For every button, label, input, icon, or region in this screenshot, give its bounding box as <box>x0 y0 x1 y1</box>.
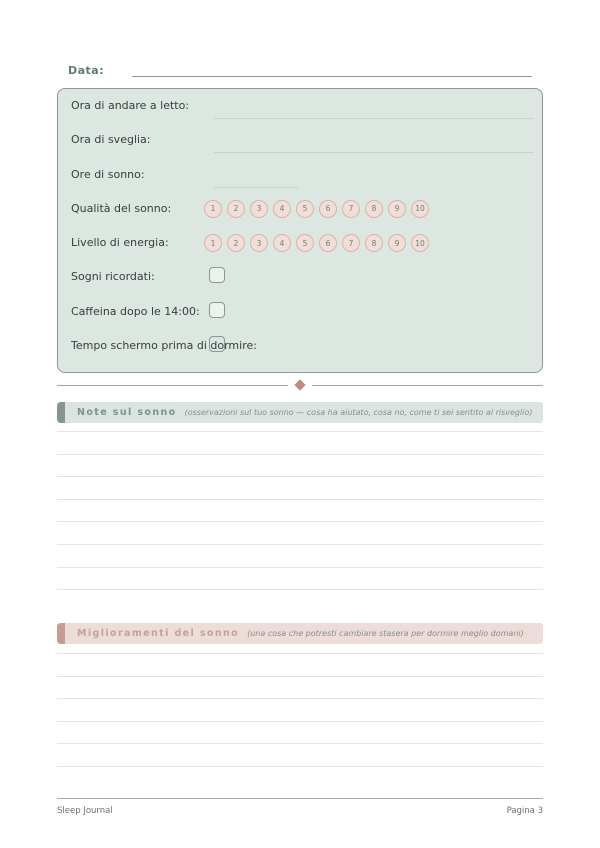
footer-page-number: Pagina 3 <box>506 806 543 816</box>
quality-rating-2[interactable]: 2 <box>227 200 245 218</box>
dreams-label: Sogni ricordati: <box>71 270 155 284</box>
quality-rating-10[interactable]: 10 <box>411 200 429 218</box>
quality-rating-9[interactable]: 9 <box>388 200 406 218</box>
energy-level-label: Livello di energia: <box>71 236 169 250</box>
ruled-line <box>57 698 543 699</box>
sleep-form-box <box>57 88 543 373</box>
caffeine-checkbox[interactable] <box>209 302 225 318</box>
form-row-bedtime <box>58 94 542 128</box>
ruled-line <box>57 721 543 722</box>
ruled-line <box>57 544 543 545</box>
sleep-quality-label: Qualità del sonno: <box>71 201 172 215</box>
quality-rating-8[interactable]: 8 <box>365 200 383 218</box>
date-row <box>68 62 543 77</box>
date-label: Data: <box>68 64 105 77</box>
quality-rating-5[interactable]: 5 <box>296 200 314 218</box>
improvements-section-header <box>57 623 543 644</box>
notes-section-header <box>57 402 543 423</box>
screen-time-checkbox[interactable] <box>209 336 225 352</box>
sleep-hours-label: Ore di sonno: <box>71 167 145 181</box>
energy-rating-10[interactable]: 10 <box>411 234 429 252</box>
bedtime-input-line[interactable] <box>214 118 534 119</box>
diamond-icon <box>294 379 305 390</box>
sleep-quality-rating-scale <box>204 200 434 218</box>
energy-level-rating-scale <box>204 234 434 252</box>
form-row-sleep-hours <box>58 163 542 197</box>
form-row-sleep-quality <box>58 197 542 231</box>
energy-rating-1[interactable]: 1 <box>204 234 222 252</box>
ruled-line <box>57 499 543 500</box>
ruled-line <box>57 653 543 654</box>
ruled-line <box>57 431 543 432</box>
notes-accent-bar <box>57 402 65 423</box>
quality-rating-1[interactable]: 1 <box>204 200 222 218</box>
energy-rating-4[interactable]: 4 <box>273 234 291 252</box>
energy-rating-2[interactable]: 2 <box>227 234 245 252</box>
ruled-line <box>57 567 543 568</box>
quality-rating-4[interactable]: 4 <box>273 200 291 218</box>
ruled-line <box>57 589 543 590</box>
ruled-line <box>57 766 543 767</box>
energy-rating-7[interactable]: 7 <box>342 234 360 252</box>
improvements-section-hint: (una cosa che potresti cambiare stasera per dormire meglio domani) <box>247 629 524 638</box>
bedtime-label: Ora di andare a letto: <box>71 99 190 112</box>
energy-rating-9[interactable]: 9 <box>388 234 406 252</box>
form-row-waketime <box>58 128 542 162</box>
waketime-label: Ora di sveglia: <box>71 133 151 147</box>
date-input-line[interactable] <box>132 62 532 77</box>
dreams-checkbox[interactable] <box>209 267 225 283</box>
quality-rating-6[interactable]: 6 <box>319 200 337 218</box>
ruled-line <box>57 676 543 677</box>
notes-writing-area <box>57 431 543 612</box>
page-footer <box>57 798 543 816</box>
sleep-hours-input-line[interactable] <box>214 187 298 188</box>
form-row-screen-time <box>58 334 542 368</box>
energy-rating-5[interactable]: 5 <box>296 234 314 252</box>
ruled-line <box>57 476 543 477</box>
form-row-energy-level <box>58 231 542 265</box>
section-divider <box>57 380 543 390</box>
ruled-line <box>57 454 543 455</box>
footer-journal-name: Sleep Journal <box>57 806 113 816</box>
form-row-caffeine <box>58 300 542 334</box>
form-row-dreams <box>58 265 542 299</box>
ruled-line <box>57 521 543 522</box>
caffeine-label: Caffeina dopo le 14:00: <box>71 304 200 318</box>
ruled-line <box>57 743 543 744</box>
energy-rating-8[interactable]: 8 <box>365 234 383 252</box>
improvements-writing-area <box>57 653 543 789</box>
quality-rating-3[interactable]: 3 <box>250 200 268 218</box>
improvements-accent-bar <box>57 623 65 644</box>
energy-rating-3[interactable]: 3 <box>250 234 268 252</box>
waketime-input-line[interactable] <box>214 152 534 153</box>
quality-rating-7[interactable]: 7 <box>342 200 360 218</box>
improvements-section-title: Miglioramenti del sonno <box>77 628 240 639</box>
notes-section-title: Note sul sonno <box>77 407 177 418</box>
notes-section-hint: (osservazioni sul tuo sonno — cosa ha aiutato, cosa no, come ti sei sentito al risveglio) <box>184 408 533 417</box>
divider-line-right <box>312 385 543 386</box>
divider-line-left <box>57 385 288 386</box>
screen-time-label: Tempo schermo prima di dormire: <box>71 339 257 353</box>
energy-rating-6[interactable]: 6 <box>319 234 337 252</box>
